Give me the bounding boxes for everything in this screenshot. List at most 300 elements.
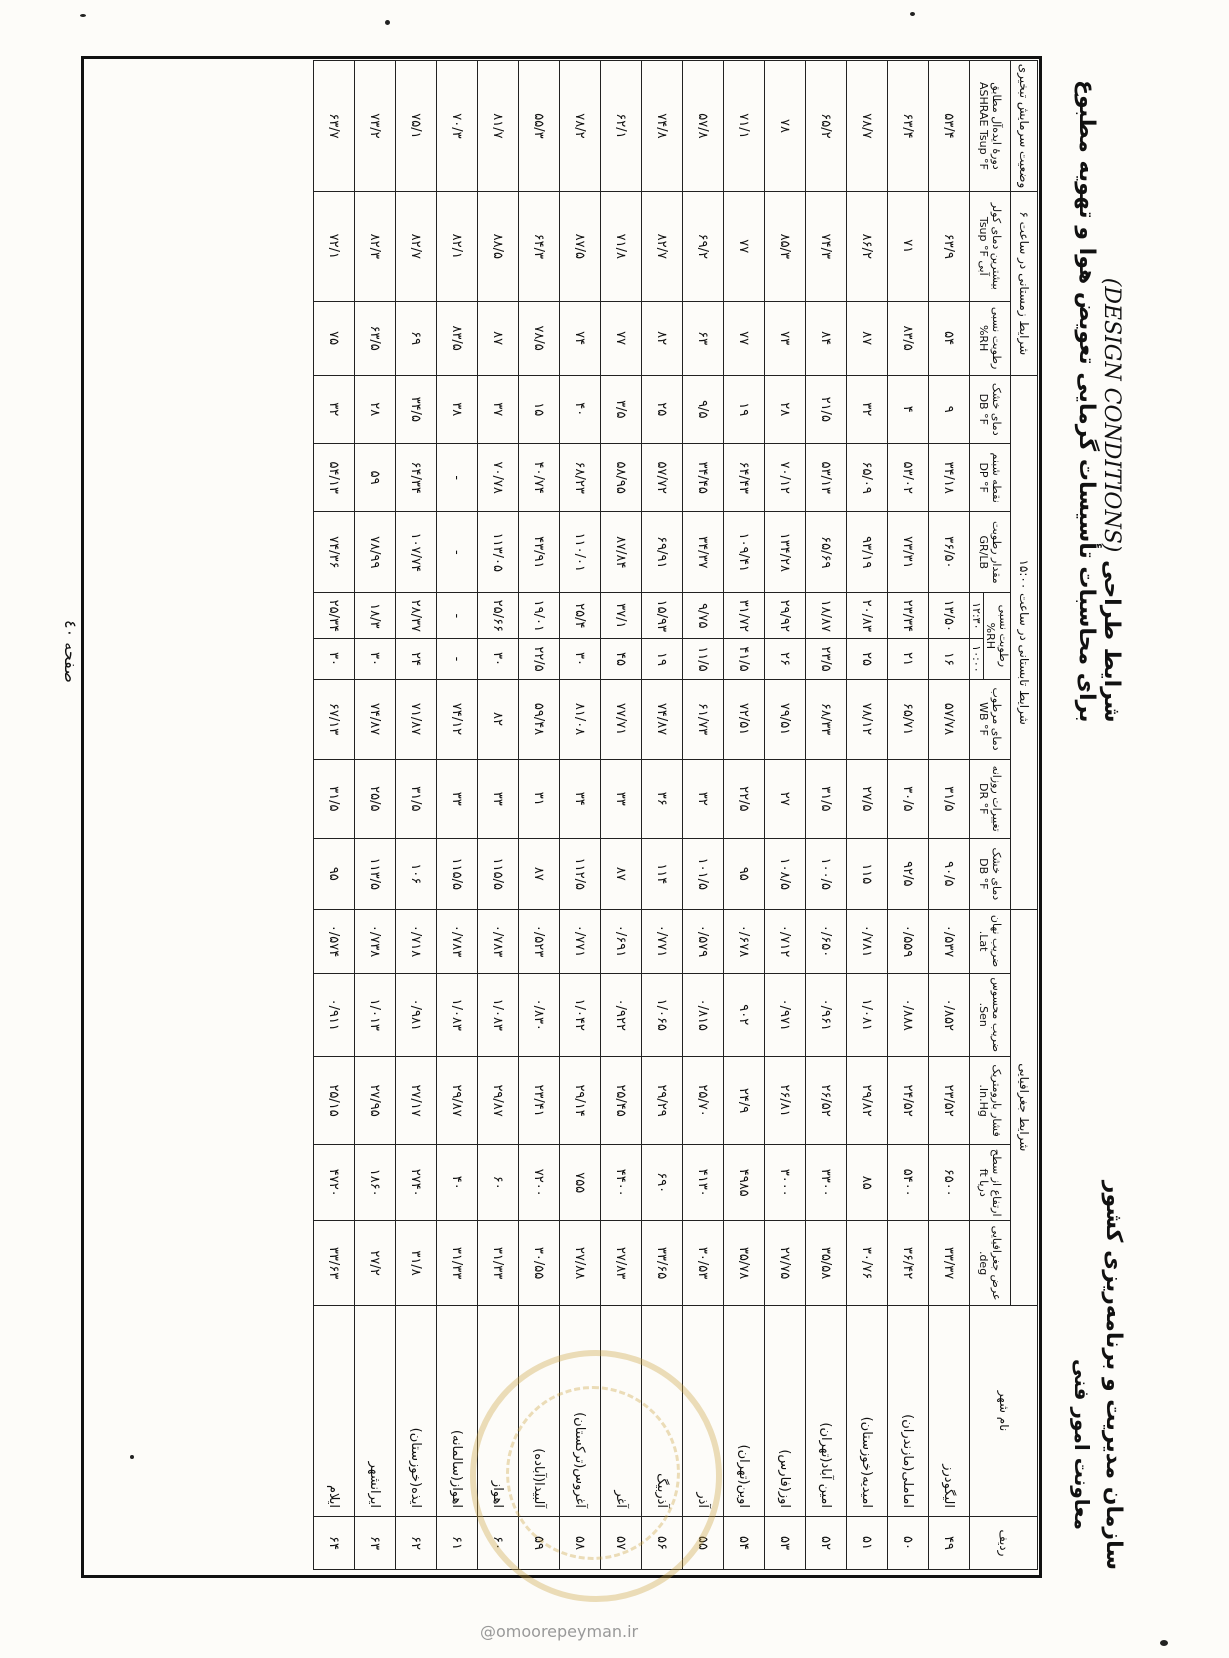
cell-wdb: ۳/۵ (601, 375, 642, 443)
cell-e2: ۷۵/۱ (396, 61, 437, 192)
cell-gr: ۷۸/۹۹ (355, 512, 396, 593)
cell-e2: ۶۵/۲ (806, 61, 847, 192)
table-row (642, 61, 683, 1570)
cell-wrh: ۷۷ (724, 301, 765, 375)
cell-gr: ۱۱۰/۰۱ (560, 512, 601, 593)
cell-press: ۲۹/۲۹ (642, 1056, 683, 1144)
cell-wrh: ۶۳/۵ (355, 301, 396, 375)
cell-rh1: ۲۱ (888, 639, 929, 679)
cell-press: ۲۹/۸۷ (437, 1056, 478, 1144)
cell-rh2: ۱۸/۸۷ (806, 593, 847, 639)
cell-dr: ۳۳ (601, 759, 642, 838)
cell-wdb: ۲۵ (642, 375, 683, 443)
cell-db: ۱۱۲/۵ (560, 839, 601, 910)
cell-lat: ۳۰/۷۶ (847, 1221, 888, 1306)
scan-speck (910, 12, 915, 16)
cell-press: ۲۷/۱۷ (396, 1056, 437, 1144)
cell-dp: ۵۳/۰۲ (888, 443, 929, 512)
col-wdb: دمای خشک DB °F (970, 375, 1011, 443)
cell-city: ایلام (314, 1306, 355, 1517)
cell-wrh: ۷۸/۵ (519, 301, 560, 375)
cell-n: ۵۲ (806, 1517, 847, 1570)
cell-alt: ۲۷۴۰ (396, 1145, 437, 1221)
cell-latc: ۰/۶۵۰ (806, 909, 847, 973)
cell-press: ۲۹/۸۷ (478, 1056, 519, 1144)
cell-alt: ۳۰۰۰ (765, 1145, 806, 1221)
cell-latc: ۰/۷۷۱ (642, 909, 683, 973)
cell-e1: ۷۲/۱ (314, 191, 355, 301)
cell-dp: ۳۴/۴۵ (683, 443, 724, 512)
col-db: دمای خشک DB °F (970, 839, 1011, 910)
cell-e2: ۵۳/۴ (929, 61, 970, 192)
cell-e1: ۶۳/۹ (929, 191, 970, 301)
cell-dr: ۲۷ (765, 759, 806, 838)
cell-rh2: ۳۷/۱ (601, 593, 642, 639)
cell-lat: ۲۷/۸۳ (601, 1221, 642, 1306)
cell-db: ۸۷ (601, 839, 642, 910)
cell-rh1: ۳۰ (314, 639, 355, 679)
cell-lat: ۳۱/۳۳ (478, 1221, 519, 1306)
cell-rh2: - (437, 593, 478, 639)
cell-wb: ۷۲/۵۱ (724, 679, 765, 759)
cell-press: ۲۵/۱۵ (314, 1056, 355, 1144)
cell-rh1: ۴۱/۵ (724, 639, 765, 679)
cell-wb: ۵۹/۴۸ (519, 679, 560, 759)
cell-city: ایذه(خوزستان) (396, 1306, 437, 1517)
cell-rh1: - (437, 639, 478, 679)
document-title (1074, 80, 1124, 722)
cell-wrh: ۶۹ (396, 301, 437, 375)
cell-gr: ۳۴/۳۷ (683, 512, 724, 593)
cell-city: امین آباد(تهران) (806, 1306, 847, 1517)
cell-wrh: ۷۳ (765, 301, 806, 375)
cell-latc: ۰/۷۱۸ (396, 909, 437, 973)
cell-sens: ۰/۹۷۱ (765, 973, 806, 1056)
table-row (683, 61, 724, 1570)
cell-press: ۲۷/۹۵ (355, 1056, 396, 1144)
cell-press: ۲۶/۸۱ (765, 1056, 806, 1144)
cell-latc: ۰/۶۷۸ (724, 909, 765, 973)
cell-lat: ۲۷/۷۵ (765, 1221, 806, 1306)
org-name: سازمان مدیریت و برنامه‌ریزی کشور (1101, 1180, 1126, 1570)
cell-dr: ۳۳ (437, 759, 478, 838)
cell-wdb: ۳۸ (437, 375, 478, 443)
group-geo: شرایط جغرافیایی (1011, 909, 1038, 1305)
cell-sens: ۰/۸۵۲ (929, 973, 970, 1056)
cell-latc: ۰/۷۳۸ (355, 909, 396, 973)
cell-rh1: ۳۰ (478, 639, 519, 679)
col-wrh: رطوبت نسبی RH% (970, 301, 1011, 375)
cell-press: ۲۴/۵۲ (888, 1056, 929, 1144)
cell-wrh: ۸۴ (806, 301, 847, 375)
cell-wdb: ۲۸ (765, 375, 806, 443)
cell-lat: ۳۵/۷۸ (724, 1221, 765, 1306)
watermark-seal (470, 1350, 722, 1602)
cell-dr: ۳۱ (519, 759, 560, 838)
scan-speck (385, 20, 390, 25)
cell-rh2: ۳۱/۷۲ (724, 593, 765, 639)
cell-n: ۵۴ (724, 1517, 765, 1570)
cell-wrh: ۸۲ (642, 301, 683, 375)
cell-wdb: ۳۲ (314, 375, 355, 443)
group-summer: شرایط تابستانی در ساعت ۱۵:۰۰ (1011, 375, 1038, 909)
cell-dr: ۲۵/۵ (355, 759, 396, 838)
cell-dr: ۲۷/۵ (847, 759, 888, 838)
cell-wrh: ۵۴ (929, 301, 970, 375)
cell-rh2: ۱۸/۳ (355, 593, 396, 639)
col-gr: مقدار رطوبت GR/LB (970, 512, 1011, 593)
cell-sens: ۱/۰۴۲ (560, 973, 601, 1056)
cell-sens: ۰/۸۱۵ (683, 973, 724, 1056)
cell-latc: ۰/۷۸۱ (847, 909, 888, 973)
col-lat: عرض جغرافیایی deg. (970, 1221, 1011, 1306)
table-body (314, 61, 970, 1570)
cell-wdb: ۹ (929, 375, 970, 443)
cell-city: اهواز (478, 1306, 519, 1517)
cell-dr: ۳۱/۵ (314, 759, 355, 838)
col-alt: ارتفاع از سطح دریا ft (970, 1145, 1011, 1221)
cell-gr: ۸۷/۸۴ (601, 512, 642, 593)
cell-db: ۱۱۴ (642, 839, 683, 910)
cell-n: ۵۷ (601, 1517, 642, 1570)
cell-db: ۱۱۵/۵ (437, 839, 478, 910)
cell-wdb: ۳۷ (478, 375, 519, 443)
cell-press: ۲۴/۹ (724, 1056, 765, 1144)
cell-e2: ۷۸ (765, 61, 806, 192)
cell-alt: ۴۷۲۰ (314, 1145, 355, 1221)
cell-sens: ۱/۰۸۳ (478, 973, 519, 1056)
group-winter: شرایط زمستانی در ساعت ۶ (1011, 191, 1038, 375)
cell-e1: ۸۲/۳ (355, 191, 396, 301)
org-department: معاونت امور فنی (1070, 1358, 1094, 1530)
cell-db: ۱۱۵ (847, 839, 888, 910)
cell-wb: ۷۴/۸۷ (355, 679, 396, 759)
col-dr: تغییرات روزانه DR °F (970, 759, 1011, 838)
cell-dp: ۵۴/۱۳ (314, 443, 355, 512)
cell-rh2: ۱۵/۹۳ (642, 593, 683, 639)
title-en: (DESIGN CONDITIONS) (1099, 277, 1124, 553)
cell-alt: ۱۸۶۰ (355, 1145, 396, 1221)
design-conditions-table (313, 60, 1038, 1570)
cell-dr: ۳۲ (683, 759, 724, 838)
cell-e1: ۸۸/۵ (478, 191, 519, 301)
cell-db: ۸۷ (519, 839, 560, 910)
cell-lat: ۳۰/۵۵ (519, 1221, 560, 1306)
cell-alt: ۸۵ (847, 1145, 888, 1221)
cell-e2: ۷۱/۱ (724, 61, 765, 192)
table-row (765, 61, 806, 1570)
table-row (847, 61, 888, 1570)
col-rh: رطوبت نسبی RH% (984, 593, 1011, 679)
cell-gr: - (437, 512, 478, 593)
cell-press: ۲۵/۴۵ (601, 1056, 642, 1144)
cell-dr: ۳۱/۵ (396, 759, 437, 838)
cell-n: ۵۳ (765, 1517, 806, 1570)
page-number: صفحه ٤۰ (61, 620, 80, 683)
cell-e2: ۷۸/۷ (847, 61, 888, 192)
cell-e2: ۵۷/۸ (683, 61, 724, 192)
cell-lat: ۳۰/۵۳ (683, 1221, 724, 1306)
cell-city: الیگودرز (929, 1306, 970, 1517)
cell-rh1: ۲۵ (847, 639, 888, 679)
cell-gr: ۷۴/۳۶ (314, 512, 355, 593)
col-evap-std: بیشترین دمای کولر آبی Tsup °F (970, 191, 1011, 301)
cell-n: ۵۱ (847, 1517, 888, 1570)
cell-sens: ۹۰۲ (724, 973, 765, 1056)
col-latc: ضریب نهان Lat. (970, 909, 1011, 973)
cell-lat: ۳۶/۴۲ (888, 1221, 929, 1306)
cell-e1: ۸۲/۷ (396, 191, 437, 301)
table-row (437, 61, 478, 1570)
cell-wb: ۷۱/۸۷ (396, 679, 437, 759)
cell-e2: ۵۵/۳ (519, 61, 560, 192)
cell-wrh: ۷۷ (601, 301, 642, 375)
cell-press: ۲۹/۸۲ (847, 1056, 888, 1144)
cell-city: اماملی(مازندران) (888, 1306, 929, 1517)
cell-db: ۱۰۱/۵ (683, 839, 724, 910)
cell-gr: ۷۳/۳۱ (888, 512, 929, 593)
cell-e1: ۸۲/۷ (642, 191, 683, 301)
cell-dp: ۵۳/۱۳ (806, 443, 847, 512)
cell-gr: ۴۳/۹۱ (519, 512, 560, 593)
cell-wrh: ۸۳/۵ (437, 301, 478, 375)
cell-dp: ۶۸/۲۳ (560, 443, 601, 512)
cell-alt: ۶۵۰۰ (929, 1145, 970, 1221)
cell-wb: ۷۸/۱۲ (847, 679, 888, 759)
cell-wrh: ۷۴ (560, 301, 601, 375)
cell-e1: ۸۶/۲ (847, 191, 888, 301)
cell-e1: ۶۴/۳ (519, 191, 560, 301)
cell-wb: ۷۴/۱۲ (437, 679, 478, 759)
cell-latc: ۰/۶۹۱ (601, 909, 642, 973)
cell-e1: ۷۴/۳ (806, 191, 847, 301)
table-row (724, 61, 765, 1570)
cell-wdb: ۲۱/۵ (806, 375, 847, 443)
col-rh-1000: ۱۰:۰۰ (970, 639, 984, 679)
col-press: فشار بارومتریک In.Hg. (970, 1056, 1011, 1144)
cell-dr: ۳۴ (560, 759, 601, 838)
cell-sens: ۰/۹۱۱ (314, 973, 355, 1056)
cell-db: ۱۰۶ (396, 839, 437, 910)
col-sens: ضریب محسوس Sen. (970, 973, 1011, 1056)
cell-e1: ۸۷/۵ (560, 191, 601, 301)
cell-sens: ۰/۹۲۲ (601, 973, 642, 1056)
cell-latc: ۰/۵۳۷ (929, 909, 970, 973)
cell-dp: - (437, 443, 478, 512)
cell-n: ۶۰ (478, 1517, 519, 1570)
cell-wrh: ۸۷ (478, 301, 519, 375)
cell-n: ۴۹ (929, 1517, 970, 1570)
cell-dp: ۶۴/۳۴ (396, 443, 437, 512)
cell-n: ۶۴ (314, 1517, 355, 1570)
cell-wdb: ۱۹ (724, 375, 765, 443)
cell-rh2: ۲۰/۸۳ (847, 593, 888, 639)
col-rh-1230: ۱۲:۳۰ (970, 593, 984, 639)
cell-lat: ۳۳/۶۳ (314, 1221, 355, 1306)
cell-e1: ۸۲/۱ (437, 191, 478, 301)
cell-db: ۱۰۸/۵ (765, 839, 806, 910)
cell-dp: ۶۵/۰۹ (847, 443, 888, 512)
cell-wrh: ۶۳ (683, 301, 724, 375)
cell-latc: ۰/۷۸۳ (437, 909, 478, 973)
cell-gr: ۹۳/۱۹ (847, 512, 888, 593)
cell-alt: ۷۲۰۰ (519, 1145, 560, 1221)
cell-sens: ۱/۰۱۳ (355, 973, 396, 1056)
cell-rh2: ۱۳/۵۰ (929, 593, 970, 639)
cell-alt: ۴۰ (437, 1145, 478, 1221)
cell-city: آغر (601, 1306, 642, 1517)
cell-rh1: ۱۶ (929, 639, 970, 679)
cell-dp: ۷۰/۱۲ (765, 443, 806, 512)
cell-rh1: ۳۰ (355, 639, 396, 679)
cell-rh1: ۴۵ (601, 639, 642, 679)
cell-rh1: ۲۴ (396, 639, 437, 679)
cell-wdb: ۹/۵ (683, 375, 724, 443)
cell-dp: ۵۹ (355, 443, 396, 512)
cell-latc: ۰/۵۷۴ (314, 909, 355, 973)
cell-e2: ۶۳/۴ (888, 61, 929, 192)
table-row (355, 61, 396, 1570)
table-row (601, 61, 642, 1570)
cell-e1: ۶۹/۲ (683, 191, 724, 301)
cell-db: ۹۵ (724, 839, 765, 910)
cell-dr: ۳۳ (478, 759, 519, 838)
cell-rh2: ۲۸/۳۷ (396, 593, 437, 639)
cell-alt: ۴۱۳۰ (683, 1145, 724, 1221)
scan-speck (80, 14, 86, 17)
cell-wb: ۶۱/۷۳ (683, 679, 724, 759)
cell-press: ۲۹/۱۴ (560, 1056, 601, 1144)
cell-lat: ۳۱/۳۳ (437, 1221, 478, 1306)
cell-wdb: ۱۵ (519, 375, 560, 443)
cell-db: ۹۵ (314, 839, 355, 910)
cell-e1: ۷۱/۸ (601, 191, 642, 301)
cell-wdb: ۳۲ (847, 375, 888, 443)
cell-alt: ۵۴۰۰ (888, 1145, 929, 1221)
cell-wdb: ۴ (888, 375, 929, 443)
cell-dr: ۳۱/۵ (929, 759, 970, 838)
cell-gr: ۳۶/۵۰ (929, 512, 970, 593)
cell-city: آغروس(ترکستان) (560, 1306, 601, 1517)
cell-rh2: ۲۹/۹۲ (765, 593, 806, 639)
cell-e2: ۶۳/۷ (314, 61, 355, 192)
cell-latc: ۰/۷۷۱ (560, 909, 601, 973)
cell-latc: ۰/۵۲۳ (519, 909, 560, 973)
scan-speck (1160, 1640, 1168, 1646)
cell-dp: ۵۷/۷۲ (642, 443, 683, 512)
cell-rh1: ۱۱/۵ (683, 639, 724, 679)
cell-n: ۵۸ (560, 1517, 601, 1570)
cell-sens: ۱/۰۶۵ (642, 973, 683, 1056)
cell-city: امیدیه(خوزستان) (847, 1306, 888, 1517)
cell-dp: ۷۰/۷۸ (478, 443, 519, 512)
table-row (396, 61, 437, 1570)
cell-wdb: ۲۸ (355, 375, 396, 443)
cell-dp: ۴۰/۷۴ (519, 443, 560, 512)
cell-dr: ۲۲/۵ (724, 759, 765, 838)
table-row (929, 61, 970, 1570)
cell-sens: ۱/۰۸۱ (847, 973, 888, 1056)
cell-alt: ۶۹۰ (642, 1145, 683, 1221)
cell-n: ۶۲ (396, 1517, 437, 1570)
table-row (560, 61, 601, 1570)
cell-city: اهواز(سالمانه) (437, 1306, 478, 1517)
cell-latc: ۰/۷۸۳ (478, 909, 519, 973)
cell-latc: ۰/۷۱۲ (765, 909, 806, 973)
cell-n: ۵۶ (642, 1517, 683, 1570)
cell-wdb: ۴۰ (560, 375, 601, 443)
title-fa-b: برای محاسبات تأسیسات گرمایی تعویض هوا و تهویه مطبوع (1074, 80, 1099, 723)
cell-press: ۲۳/۴۱ (519, 1056, 560, 1144)
cell-dp: ۵۸/۹۵ (601, 443, 642, 512)
col-row: ردیف (970, 1517, 1038, 1570)
cell-e2: ۶۲/۱ (601, 61, 642, 192)
cell-gr: ۱۰۹/۴۱ (724, 512, 765, 593)
cell-rh1: ۳۰ (560, 639, 601, 679)
cell-rh2: ۲۳/۳۴ (888, 593, 929, 639)
cell-rh2: ۲۵/۶۶ (478, 593, 519, 639)
cell-db: ۱۱۳/۵ (355, 839, 396, 910)
cell-rh1: ۲۲/۵ (519, 639, 560, 679)
cell-alt: ۴۹۸۵ (724, 1145, 765, 1221)
cell-press: ۲۵/۷۰ (683, 1056, 724, 1144)
cell-wrh: ۷۵ (314, 301, 355, 375)
cell-latc: ۰/۵۷۹ (683, 909, 724, 973)
cell-dp: ۶۴/۴۳ (724, 443, 765, 512)
cell-wdb: ۳۴/۵ (396, 375, 437, 443)
col-evap-ashrae: دورهٔ ایده‌آل مطابق ASHRAE Tsup °F (970, 61, 1011, 192)
table-row (478, 61, 519, 1570)
cell-gr: ۱۳۴/۲۸ (765, 512, 806, 593)
cell-n: ۶۳ (355, 1517, 396, 1570)
cell-n: ۵۵ (683, 1517, 724, 1570)
cell-city: اوین(تهران) (724, 1306, 765, 1517)
cell-lat: ۳۳/۳۷ (929, 1221, 970, 1306)
cell-gr: ۶۵/۶۹ (806, 512, 847, 593)
cell-rh2: ۹/۷۵ (683, 593, 724, 639)
cell-dr: ۳۱/۵ (806, 759, 847, 838)
cell-gr: ۱۱۳/۰۵ (478, 512, 519, 593)
cell-wb: ۶۸/۳۳ (806, 679, 847, 759)
cell-wb: ۷۴/۸۷ (642, 679, 683, 759)
cell-alt: ۷۵۵ (560, 1145, 601, 1221)
cell-city: اوز(فارس) (765, 1306, 806, 1517)
cell-wb: ۵۷/۷۸ (929, 679, 970, 759)
cell-lat: ۳۵/۵۸ (806, 1221, 847, 1306)
table-row (519, 61, 560, 1570)
cell-wrh: ۸۳/۵ (888, 301, 929, 375)
cell-wb: ۶۷/۱۳ (314, 679, 355, 759)
cell-wb: ۷۷/۷۱ (601, 679, 642, 759)
cell-gr: ۶۹/۹۱ (642, 512, 683, 593)
cell-press: ۲۳/۵۲ (929, 1056, 970, 1144)
cell-db: ۹۲/۵ (888, 839, 929, 910)
cell-db: ۹۰/۵ (929, 839, 970, 910)
cell-city: آذر (683, 1306, 724, 1517)
cell-e2: ۷۳/۲ (355, 61, 396, 192)
cell-alt: ۴۴۰۰ (601, 1145, 642, 1221)
cell-lat: ۳۱/۸ (396, 1221, 437, 1306)
cell-db: ۱۱۵/۵ (478, 839, 519, 910)
cell-rh1: ۲۳/۵ (806, 639, 847, 679)
cell-lat: ۳۳/۶۵ (642, 1221, 683, 1306)
group-cool: وضعیت سرمایش تبخیری (1011, 61, 1038, 192)
cell-e2: ۷۴/۸ (642, 61, 683, 192)
cell-city: ایرانشهر (355, 1306, 396, 1517)
cell-city: آلبیدا(آباده) (519, 1306, 560, 1517)
cell-wb: ۶۵/۷۱ (888, 679, 929, 759)
cell-city: آذربیگ (642, 1306, 683, 1517)
